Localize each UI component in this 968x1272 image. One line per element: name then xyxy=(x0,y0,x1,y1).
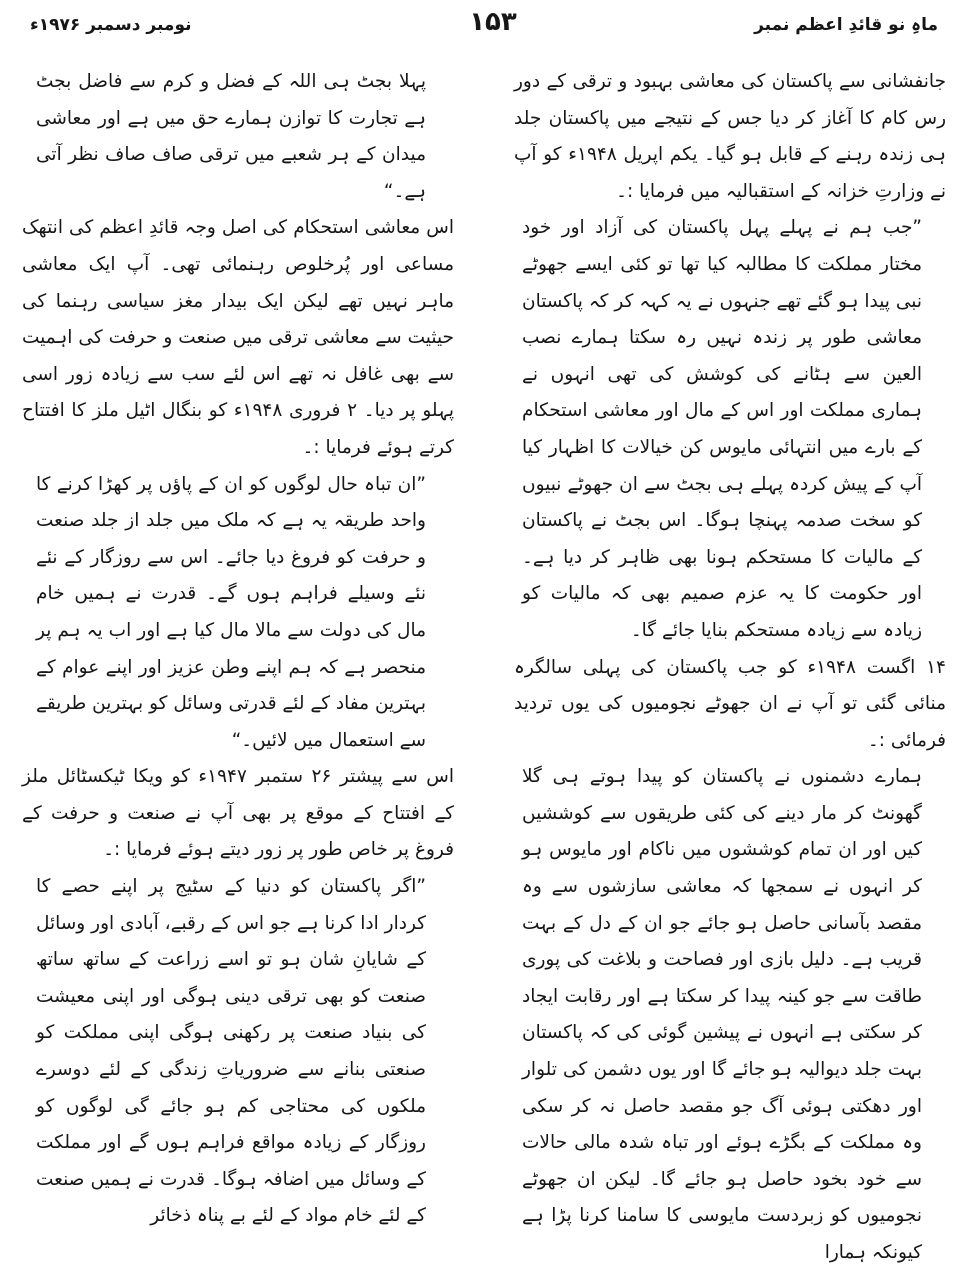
paragraph: جانفشانی سے پاکستان کی معاشی بہبود و ترقی کے دور رس کام کا آغاز کر دیا جس کے نتیجے میں پاکستان جلد ہی زندہ رہنے کے قابل ہو گیا۔ یکم اپریل ۱۹۴۸ء کو آپ نے وزارتِ خزانہ کے استقبالیہ میں فرمایا :۔ xyxy=(514,71,946,202)
paragraph: اس معاشی استحکام کی اصل وجہ قائدِ اعظم کی انتھک مساعی اور پُرخلوص رہنمائی تھی۔ آپ ایک معاشی ماہر نہیں تھے لیکن ایک بیدار مغز سیاسی رہنما کی حیثیت سے معاشی ترقی میں صنعت و حرفت کی اہمیت سے بھی غافل نہ تھے اس لئے سب سے زیادہ زور اسی پہلو پر دیا۔ ۲ فروری ۱۹۴۸ء کو بنگال اٹیل ملز کا افتتاح کرتے ہوئے فرمایا :۔ xyxy=(22,217,454,458)
page-number: ۱۵۳ xyxy=(469,7,517,37)
paragraph: ۱۴ اگست ۱۹۴۸ء کو جب پاکستان کی پہلی سالگرہ منائی گئی تو آپ نے ان جھوٹے نجومیوں کی یوں تردید فرمائی :۔ xyxy=(514,656,946,751)
issue-date: نومبر دسمبر ۱۹۷۶ء xyxy=(30,15,192,35)
block-quote: ”ان تباہ حال لوگوں کو ان کے پاؤں پر کھڑا کرنے کا واحد طریقہ یہ ہے کہ ملک میں جلد از جلد صنعت و حرفت کو فروغ دیا جائے۔ اس سے روزگار کے نئے نئے وسیلے فراہم ہوں گے۔ قدرت نے ہمیں خام مال کی دولت سے مالا مال کیا ہے اور اب یہ ہم پر منحصر ہے کہ ہم اپنے وطن عزیز اور اپنے عوام کے بہترین مفاد کے لئے قدرتی وسائل کو بہترین طریقے سے استعمال میں لائیں۔“ xyxy=(36,473,426,751)
right-column xyxy=(514,64,946,1272)
magazine-title: ماہِ نو قائدِ اعظم نمبر xyxy=(754,15,938,35)
paragraph: اس سے پیشتر ۲۶ ستمبر ۱۹۴۷ء کو ویکا ٹیکسٹائل ملز کے افتتاح کے موقع پر بھی آپ نے صنعت و حرفت کے فروغ پر خاص طور پر زور دیتے ہوئے فرمایا :۔ xyxy=(22,766,455,861)
block-quote: ہمارے دشمنوں نے پاکستان کو پیدا ہوتے ہی گلا گھونٹ کر مار دینے کی کئی طریقوں سے کوششیں کیں اور ان تمام کوششوں میں ناکام اور مایوس ہو کر انہوں نے سمجھا کہ معاشی سازشوں سے وہ مقصد بآسانی حاصل ہو جائے جو ان کے دل کے بہت قریب ہے۔ دلیل بازی اور فصاحت و بلاغت کی پوری طاقت سے جو کینہ پیدا کر سکتا ہے اور رقابت ایجاد کر سکتی ہے انہوں نے پیشین گوئی کی کہ پاکستان بہت جلد دیوالیہ ہو جائے گا اور یوں دشمن کی تلوار اور دھکتی ہوئی آگ جو مقصد حاصل نہ کر سکی وہ مملکت کے بگڑے ہوئے اور تباہ شدہ مالی حالات سے خود بخود حاصل ہو جائے گا۔ لیکن ان جھوٹے نجومیوں کو زبردست مایوسی کا سامنا کرنا پڑا ہے کیونکہ ہمارا xyxy=(522,766,922,1263)
left-column xyxy=(22,64,454,1235)
block-quote: پہلا بجٹ ہی اللہ کے فضل و کرم سے فاضل بجٹ ہے تجارت کا توازن ہمارے حق میں ہے اور معاشی میدان کے ہر شعبے میں ترقی صاف صاف نظر آتی ہے۔“ xyxy=(36,71,426,202)
block-quote: ”جب ہم نے پہلے پہل پاکستان کی آزاد اور خود مختار مملکت کا مطالبہ کیا تھا تو کئی ایسے جھوٹے نبی پیدا ہو گئے تھے جنہوں نے یہ کہہ کر کہ پاکستان معاشی طور پر زندہ نہیں رہ سکتا ہمارے نصب العین سے ہٹانے کی کوشش کی تھی انہوں نے ہماری مملکت اور اس کے مال اور معاشی استحکام کے بارے میں انتہائی مایوس کن خیالات کا اظہار کیا آپ کے پیش کردہ پہلے ہی بجٹ سے ان جھوٹے نبیوں کو سخت صدمہ پہنچا ہوگا۔ اس بجٹ نے پاکستان کے مالیات کا مستحکم ہونا بھی ظاہر کر دیا ہے۔ اور حکومت کا یہ عزم صمیم بھی کہ مالیات کو زیادہ سے زیادہ مستحکم بنایا جائے گا۔ xyxy=(522,217,922,641)
block-quote: ”اگر پاکستان کو دنیا کے سٹیج پر اپنے حصے کا کردار ادا کرنا ہے جو اس کے رقبے، آبادی اور وسائل کے شایانِ شان ہو تو اسے زراعت کے ساتھ ساتھ صنعت کو بھی ترقی دینی ہوگی اور اپنی معیشت کی بنیاد صنعت پر رکھنی ہوگی اپنی مملکت کو صنعتی بنانے سے ضروریاتِ زندگی کے لئے دوسرے ملکوں کی محتاجی کم ہو جائے گی لوگوں کو روزگار کے زیادہ مواقع فراہم ہوں گے اور مملکت کے وسائل میں اضافہ ہوگا۔ قدرت نے ہمیں صنعت کے لئے خام مواد کے لئے بے پناہ ذخائر xyxy=(36,876,426,1227)
